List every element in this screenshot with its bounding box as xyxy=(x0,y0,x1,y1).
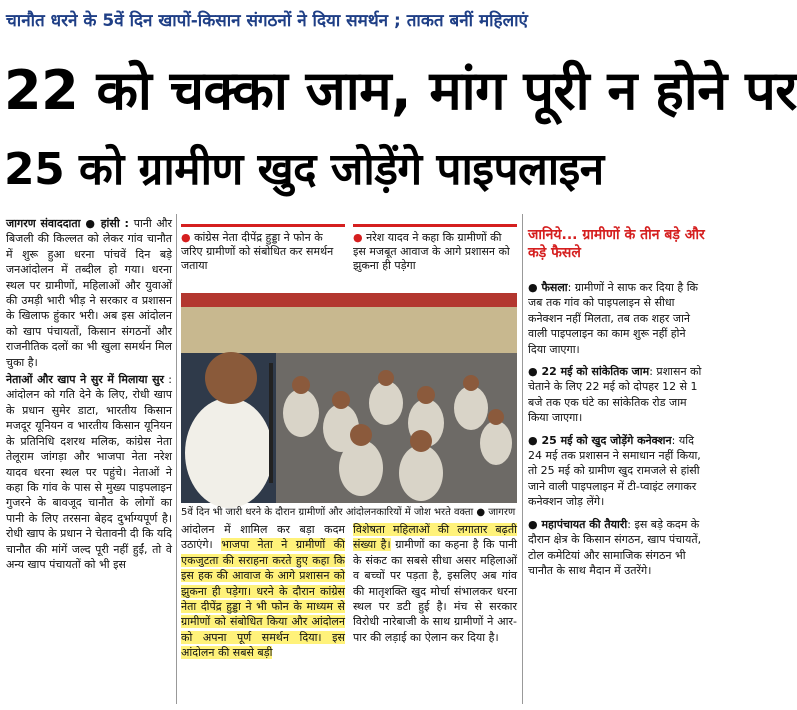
decision-item xyxy=(528,517,706,579)
callout-bullet-icon: ● xyxy=(353,231,363,244)
bullet-icon: ● xyxy=(528,517,542,531)
kicker-headline: चानौत धरने के 5वें दिन खापों-किसान संगठनों ने दिया समर्थन ; ताकत बनीं महिलाएं xyxy=(6,11,528,31)
decision-label: 22 मई को सांकेतिक जाम xyxy=(541,365,650,379)
highlighted-text: भाजपा नेता ने ग्रामीणों की एकजुटता की सराहना करते हुए कहा कि इस हक की आवाज के आगे प्रशासन को झुकना ही पड़ेगा। धरने के दौरान कांग्रेस नेता दीपेंद्र हुड्डा ने भी फोन के माध्यम से ग्रामीणों को संबोधित किया और आंदोलन को अपना पूर्ण समर्थन दिया। इस आंदोलन की सबसे बड़ी xyxy=(181,538,345,660)
bullet-icon: ● xyxy=(528,433,542,447)
byline: जागरण संवाददाता xyxy=(6,217,81,230)
dateline: ● हांसी : xyxy=(80,217,134,230)
headline-line-2: 25 को ग्रामीण खुद जोड़ेंगे पाइपलाइन xyxy=(4,144,604,195)
article-column-2 xyxy=(181,522,345,706)
decision-label: महापंचायत की तैयारी xyxy=(541,517,628,531)
decision-text: : ग्रामीणों ने साफ कर दिया है कि जब तक गांव को पाइपलाइन से सीधा कनेक्शन नहीं मिलता, तब तक शहर जाने वाली पाइपलाइन का काम शुरू नहीं होने दिया जाएगा। xyxy=(528,281,699,356)
bullet-icon: ● xyxy=(528,365,542,379)
decision-label: 25 मई को खुद जोड़ेंगे कनेक्शन xyxy=(541,433,672,447)
decision-text: : प्रशासन को चेताने के लिए 22 मई को दोपहर 12 से 1 बजे तक एक घंटे का सांकेतिक रोड जाम किया जाएगा। xyxy=(528,365,702,425)
article-column-3 xyxy=(353,522,517,706)
callout-bullet-icon: ● xyxy=(181,231,191,244)
column-3-text: ग्रामीणों का कहना है कि पानी के संकट का सबसे सीधा असर महिलाओं व बच्चों पर पड़ता है, इसलिए अब गांव की मातृशक्ति खुद मोर्चा संभालकर धरना स्थल पर डटी हुई है। मंच से सरकार विरोधी नारेबाजी के साथ ग्रामीणों ने आर-पार की लड़ाई का ऐलान कर दिया है। xyxy=(353,538,517,644)
callout-2 xyxy=(353,224,517,284)
decision-text: : यदि 24 मई तक प्रशासन ने समाधान नहीं किया, तो 25 मई को ग्रामीण खुद रामजले से हांसी जाने वाली पाइपलाइन में टी-प्वाइंट लगाकर कनेक्शन जोड़ लेंगे। xyxy=(528,433,701,509)
paragraph-2: : आंदोलन को गति देने के लिए, रोधी खाप के प्रधान सुमेर डाटा, भारतीय किसान मजदूर यूनियन व भारतीय किसान यूनियन के प्रतिनिधि दशरथ मलिक, कांग्रेस नेता तेलूराम जांगड़ा और भाजपा नेता नरेश यादव धरना स्थल पर पहुंचे। नेताओं ने कहा कि गांव के पास से मुख्य पाइपलाइन गुजरने के बावजूद चानौत के लोगों का पानी के लिए तरसना बेहद दुर्भाग्यपूर्ण है। रोधी खाप के प्रधान ने चेतावनी दी कि यदि चानौत की मांगें जल्द पूरी नहीं हुईं, तो वे अन्य खाप पंचायतों को भी इस xyxy=(6,373,173,571)
decision-item xyxy=(528,433,706,510)
protest-photo xyxy=(181,293,517,503)
sidebar-divider xyxy=(522,214,523,704)
highlighted-text: विशेषता महिलाओं की लगातार बढ़ती संख्या है। xyxy=(353,523,517,552)
subhead: नेताओं और खाप ने सुर में मिलाया सुर xyxy=(6,373,165,387)
bullet-icon: ● xyxy=(528,281,542,294)
callout-1 xyxy=(181,224,345,284)
photo-illustration xyxy=(181,293,517,503)
decision-item xyxy=(528,280,706,357)
callout-text: नरेश यादव ने कहा कि ग्रामीणों की इस मजबूत आवाज के आगे प्रशासन को झुकना ही पड़ेगा xyxy=(353,231,510,272)
paragraph-1: पानी और बिजली की किल्लत को लेकर गांव चानौत में शुरू हुआ धरना पांचवें दिन बड़े जनआंदोलन में तब्दील हो गया। धरना स्थल पर ग्रामीणों, महिलाओं और युवाओं की उमड़ी भारी भीड़ ने सरकार व प्रशासन के खिलाफ हुंकार भरी। अब इस आंदोलन को खाप पंचायतों, किसान संगठनों और राजनीतिक दलों का भी खुला समर्थन मिल चुका है। xyxy=(6,217,172,369)
decision-label: फैसला xyxy=(541,281,568,294)
article-column-1 xyxy=(6,216,172,706)
column-2-text: आंदोलन में शामिल कर बड़ा कदम उठाएंगे। xyxy=(181,523,345,552)
sidebar-decisions xyxy=(528,280,706,705)
headline-line-1: 22 को चक्का जाम, मांग पूरी न होने पर xyxy=(4,59,797,122)
column-divider xyxy=(176,214,177,704)
decision-text: : इस बड़े कदम के दौरान क्षेत्र के किसान संगठन, खाप पंचायतें, टोल कमेटियां और सामाजिक संगठन भी चानौत के साथ मैदान में उतरेंगे। xyxy=(528,517,702,577)
callout-text: कांग्रेस नेता दीपेंद्र हुड्डा ने फोन के जरिए ग्रामीणों को संबोधित कर समर्थन जताया xyxy=(181,231,334,272)
decision-item xyxy=(528,364,706,426)
photo-caption: 5वें दिन भी जारी धरने के दौरान ग्रामीणों और आंदोलनकारियों में जोश भरते वक्ता ● जागरण xyxy=(181,507,516,518)
sidebar-title: जानिये... ग्रामीणों के तीन बड़े और कड़े फैसले xyxy=(528,227,705,261)
